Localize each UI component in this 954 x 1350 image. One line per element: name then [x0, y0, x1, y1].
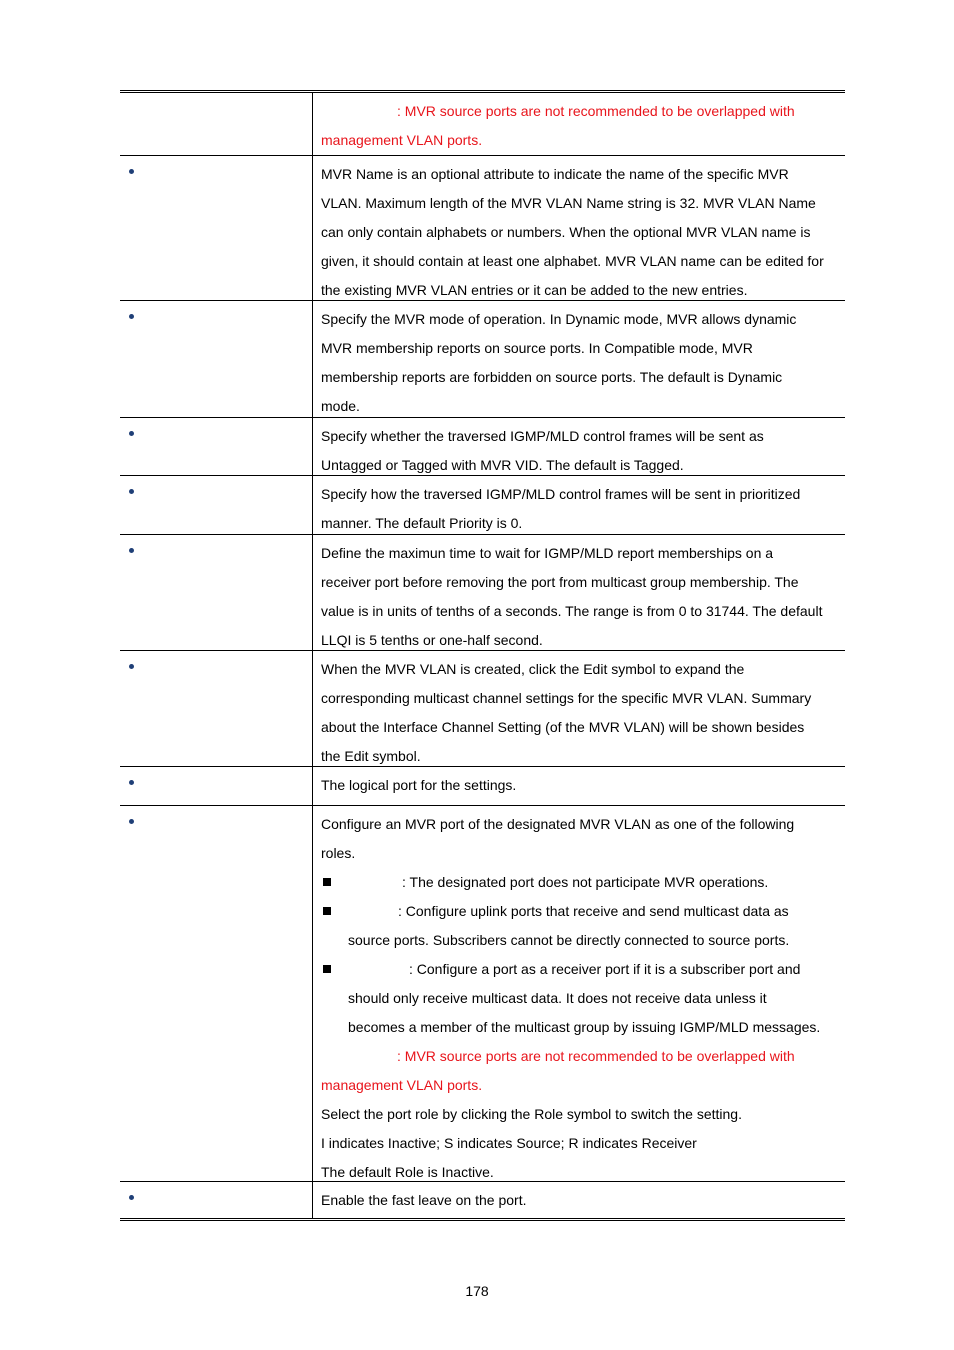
role-description: : Configure uplink ports that receive and send multicast data as — [398, 903, 789, 919]
description-line: Untagged or Tagged with MVR VID. The default is Tagged. — [321, 457, 684, 473]
role-description-cont: source ports. Subscribers cannot be directly connected to source ports. — [348, 932, 790, 948]
description-line: given, it should contain at least one alphabet. MVR VLAN name can be edited for — [321, 253, 824, 269]
table-row — [120, 766, 845, 805]
bullet-icon — [129, 169, 134, 174]
role-list-item — [321, 897, 837, 926]
parameter-name-cell — [120, 1182, 313, 1218]
description-cell — [313, 301, 845, 417]
description-line: roles. — [321, 845, 356, 861]
parameter-name-cell — [120, 767, 313, 805]
table-row — [120, 155, 845, 300]
bullet-icon — [129, 664, 134, 669]
role-list-item — [321, 868, 837, 897]
description-line: about the Interface Channel Setting (of the MVR VLAN) will be shown besides — [321, 719, 805, 735]
bullet-icon — [129, 431, 134, 436]
description-cell — [313, 476, 845, 534]
table-row — [120, 417, 845, 475]
table-row — [120, 300, 845, 417]
table-row — [120, 475, 845, 534]
note-text-cont: management VLAN ports. — [321, 132, 483, 148]
description-line: The default Role is Inactive. — [321, 1164, 494, 1180]
parameter-name-cell — [120, 156, 313, 300]
description-line: Specify how the traversed IGMP/MLD control frames will be sent in prioritized — [321, 486, 801, 502]
description-line: value is in units of tenths of a seconds. The range is from 0 to 31744. The default — [321, 603, 823, 619]
description-line: corresponding multicast channel settings for the specific MVR VLAN. Summary — [321, 690, 812, 706]
parameter-name-cell — [120, 476, 313, 534]
square-bullet-icon — [321, 955, 348, 984]
bullet-icon — [129, 548, 134, 553]
role-description-cont: should only receive multicast data. It does not receive data unless it — [348, 990, 767, 1006]
bullet-icon — [129, 1195, 134, 1200]
description-cell — [313, 806, 845, 1181]
description-line: mode. — [321, 398, 360, 414]
description-line: the existing MVR VLAN entries or it can be added to the new entries. — [321, 282, 748, 298]
role-description-cont: becomes a member of the multicast group by issuing IGMP/MLD messages. — [348, 1019, 821, 1035]
description-line: Define the maximun time to wait for IGMP/MLD report memberships on a — [321, 545, 774, 561]
parameter-name-cell — [120, 651, 313, 766]
bullet-icon — [129, 314, 134, 319]
page-number: 178 — [465, 1283, 489, 1299]
parameter-name-cell — [120, 93, 313, 155]
description-line: VLAN. Maximum length of the MVR VLAN Name string is 32. MVR VLAN Name — [321, 195, 816, 211]
description-cell — [313, 767, 845, 805]
description-line: LLQI is 5 tenths or one-half second. — [321, 632, 543, 648]
square-bullet-icon — [321, 868, 348, 897]
table-row — [120, 1181, 845, 1218]
description-line: Enable the fast leave on the port. — [321, 1192, 527, 1208]
parameter-name-cell — [120, 806, 313, 1181]
description-line: the Edit symbol. — [321, 748, 421, 764]
description-line: When the MVR VLAN is created, click the Edit symbol to expand the — [321, 661, 745, 677]
description-line: I indicates Inactive; S indicates Source; R indicates Receiver — [321, 1135, 697, 1151]
description-cell — [313, 651, 845, 766]
parameter-name-cell — [120, 535, 313, 650]
description-cell — [313, 156, 845, 300]
parameter-table — [120, 90, 845, 1221]
role-description: : Configure a port as a receiver port if it is a subscriber port and — [409, 961, 801, 977]
description-line: Select the port role by clicking the Role symbol to switch the setting. — [321, 1106, 742, 1122]
description-line: Specify the MVR mode of operation. In Dynamic mode, MVR allows dynamic — [321, 311, 797, 327]
description-line: membership reports are forbidden on source ports. The default is Dynamic — [321, 369, 783, 385]
note-text-cont: management VLAN ports. — [321, 1077, 483, 1093]
description-line: receiver port before removing the port from multicast group membership. The — [321, 574, 799, 590]
description-line: can only contain alphabets or numbers. When the optional MVR VLAN name is — [321, 224, 811, 240]
description-cell — [313, 418, 845, 475]
description-cell — [313, 93, 845, 155]
bullet-icon — [129, 780, 134, 785]
description-cell — [313, 1182, 845, 1218]
table-row — [120, 534, 845, 650]
description-line: manner. The default Priority is 0. — [321, 515, 523, 531]
description-line: MVR Name is an optional attribute to indicate the name of the specific MVR — [321, 166, 789, 182]
description-line: The logical port for the settings. — [321, 777, 517, 793]
bullet-icon — [129, 489, 134, 494]
parameter-name-cell — [120, 301, 313, 417]
description-line: Specify whether the traversed IGMP/MLD control frames will be sent as — [321, 428, 764, 444]
square-bullet-icon — [321, 897, 348, 926]
bullet-icon — [129, 819, 134, 824]
note-text: : MVR source ports are not recommended to be overlapped with — [397, 1048, 795, 1064]
role-list-item — [321, 955, 837, 984]
table-row — [120, 805, 845, 1181]
note-text: : MVR source ports are not recommended to be overlapped with — [397, 103, 795, 119]
role-description: : The designated port does not participate MVR operations. — [402, 874, 769, 890]
parameter-name-cell — [120, 418, 313, 475]
table-row — [120, 93, 845, 155]
table-row — [120, 650, 845, 766]
description-cell — [313, 535, 845, 650]
description-line: Configure an MVR port of the designated MVR VLAN as one of the following — [321, 816, 795, 832]
description-line: MVR membership reports on source ports. In Compatible mode, MVR — [321, 340, 753, 356]
